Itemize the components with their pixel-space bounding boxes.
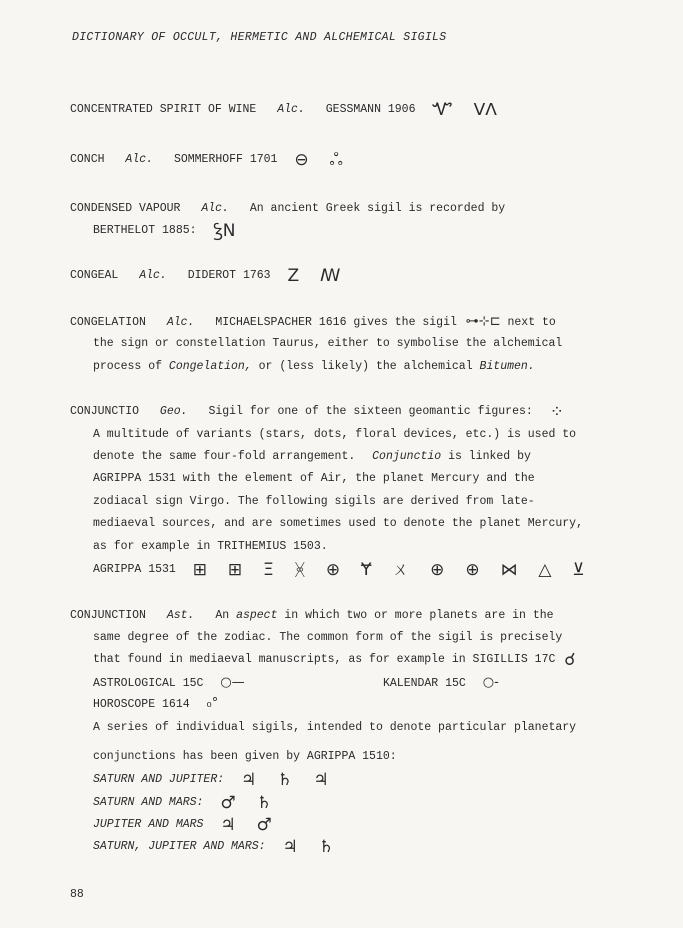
text-span-italic: Conjunctio [372,450,442,463]
sigil-glyph: ⊶⊹⊏ [465,314,501,329]
entry-condensed-vapour [70,202,505,216]
sigil-glyph: ㄨ [392,560,410,580]
entry-term: CONJUNCTION [70,609,146,622]
pair-label: SATURN AND MARS: [93,796,204,809]
sigil-glyph: Ξ [263,560,274,580]
planet-pair-row [93,837,334,857]
entry-source: HOROSCOPE 1614 [93,698,190,711]
entry-tag: Geo. [159,405,188,418]
sigil-glyph: ♃ [313,770,329,790]
entry-source: GESSMANN 1906 [325,103,416,116]
entry-text: next to [507,316,556,329]
sigil-glyph: ⋈ [500,560,518,580]
entry-term: CONGEAL [70,269,119,282]
geomantic-figure: ⁘ [549,402,564,422]
entry-tag: Alc. [139,269,167,282]
entry-condensed-vapour-cont [93,221,236,241]
agrippa-sigils-row [93,560,585,580]
text-span: An [215,609,230,622]
text-span: in which two or more planets are in the [284,609,554,622]
sigil-glyph: ⊕ [325,560,341,580]
kalendar-group [383,676,499,691]
entry-text-line [93,676,613,691]
entry-text-line [93,697,218,712]
entry-source: SOMMERHOFF 1701 [173,153,278,166]
sigil-glyph: ⊖ [294,150,309,170]
entry-text-line: the sign or constellation Taurus, either to symbolise the alchemical [93,337,563,350]
entry-text-line: same degree of the zodiac. The common form of the sigil is precisely [93,631,563,644]
entry-term: CONCH [70,153,105,166]
text-span-italic: Bitumen. [479,360,535,373]
sigil-glyph: Ɏ [360,560,372,580]
text-span: process of [93,360,163,373]
entry-text: An ancient Greek sigil is recorded by [249,202,506,215]
entry-congelation [70,315,556,330]
text-span: that found in mediaeval manuscripts, as for example in SIGILLIS 17C [93,653,556,666]
entry-text-line: AGRIPPA 1531 with the element of Air, the planet Mercury and the [93,472,535,485]
text-span: is linked by [448,450,531,463]
entry-term: CONCENTRATED SPIRIT OF WINE [70,103,257,116]
pair-label: JUPITER AND MARS [93,818,204,831]
entry-text-line: A series of individual sigils, intended to denote particular planetary [93,721,577,734]
entry-text: Sigil for one of the sixteen geomantic figures: [208,405,533,418]
pair-label: SATURN, JUPITER AND MARS: [93,840,266,853]
text-span-italic: aspect [236,609,278,622]
sigil-glyph: ♂ [256,815,272,835]
pair-label: SATURN AND JUPITER: [93,773,225,786]
entry-tag: Alc. [201,202,229,215]
sigil-glyph: ᐯᐱ [473,100,497,120]
entry-source: AGRIPPA 1531 [93,563,176,576]
sigil-glyph: △ [538,560,552,580]
sigil-glyph: ♄ [318,837,334,857]
entry-tag: Alc. [125,153,154,166]
entry-congeal [70,266,341,286]
sigil-glyph: ⊻ [572,560,585,580]
sigil-glyph: ♃ [220,815,236,835]
sigil-glyph: ♄ [277,770,293,790]
entry-term: CONJUNCTIO [70,405,140,418]
sigil-glyph: ○- [482,675,499,690]
entry-tag: Alc. [166,316,195,329]
sigil-glyph: ♂ [220,793,236,813]
entry-text-line: as for example in TRITHEMIUS 1503. [93,540,328,553]
sigil-glyph: ♃ [241,770,257,790]
sigil-glyph: ⊕ [465,560,480,580]
entry-term: CONDENSED VAPOUR [70,202,181,215]
entry-conjunctio [70,402,564,422]
planet-pair-row [93,793,272,813]
entry-source: DIDEROT 1763 [187,269,271,282]
entry-text-line [93,650,576,670]
entry-text-line [93,360,535,374]
sigil-glyph: ○— [220,675,245,690]
conjunction-sigil: ☌ [564,650,576,670]
entry-text-line: A multitude of variants (stars, dots, floral devices, etc.) is used to [93,428,577,441]
sigil-glyph: ⊞ [192,560,207,580]
entry-concentrated-spirit-of-wine [70,100,497,120]
entry-text-line: zodiacal sign Virgo. The following sigils are derived from late- [93,495,535,508]
planet-pair-row [93,815,272,835]
entry-conjunction [70,609,554,623]
sigil-glyph: Ꮙ [432,100,453,120]
sigil-glyph: ꟿ [320,266,341,286]
entry-tag: Ast. [166,609,195,622]
planet-pair-row [93,770,329,790]
sigil-glyph: Z [287,266,300,286]
entry-text: MICHAELSPACHER 1616 gives the sigil [215,316,457,329]
page-number: 88 [70,888,84,901]
entry-text-line: conjunctions has been given by AGRIPPA 1510: [93,750,397,763]
entry-text-line [93,450,531,464]
entry-source: KALENDAR 15C [383,677,466,690]
entry-term: CONGELATION [70,316,146,329]
sigil-glyph: ⊞ [227,560,243,580]
sigil-glyph: ஃ [329,150,343,170]
sigil-glyph: ⊕ [430,560,445,580]
entry-source: BERTHELOT 1885: [93,224,197,237]
entry-tag: Alc. [277,103,305,116]
sigil-glyph: ♄ [256,793,272,813]
sigil-glyph: ᚸ [294,560,305,580]
sigil-glyph: ♃ [282,837,298,857]
entry-source: ASTROLOGICAL 15C [93,677,204,690]
sigil-glyph: ₀° [206,696,219,711]
text-span: or (less likely) the alchemical [258,360,473,373]
entry-text-line: mediaeval sources, and are sometimes used to denote the planet Mercury, [93,517,583,530]
entry-conch [70,150,343,170]
text-span-italic: Congelation, [168,360,252,373]
text-span: denote the same four-fold arrangement. [93,450,356,463]
running-header: DICTIONARY OF OCCULT, HERMETIC AND ALCHEMICAL SIGILS [72,31,447,44]
sigil-glyph: ꝢN [213,221,236,241]
